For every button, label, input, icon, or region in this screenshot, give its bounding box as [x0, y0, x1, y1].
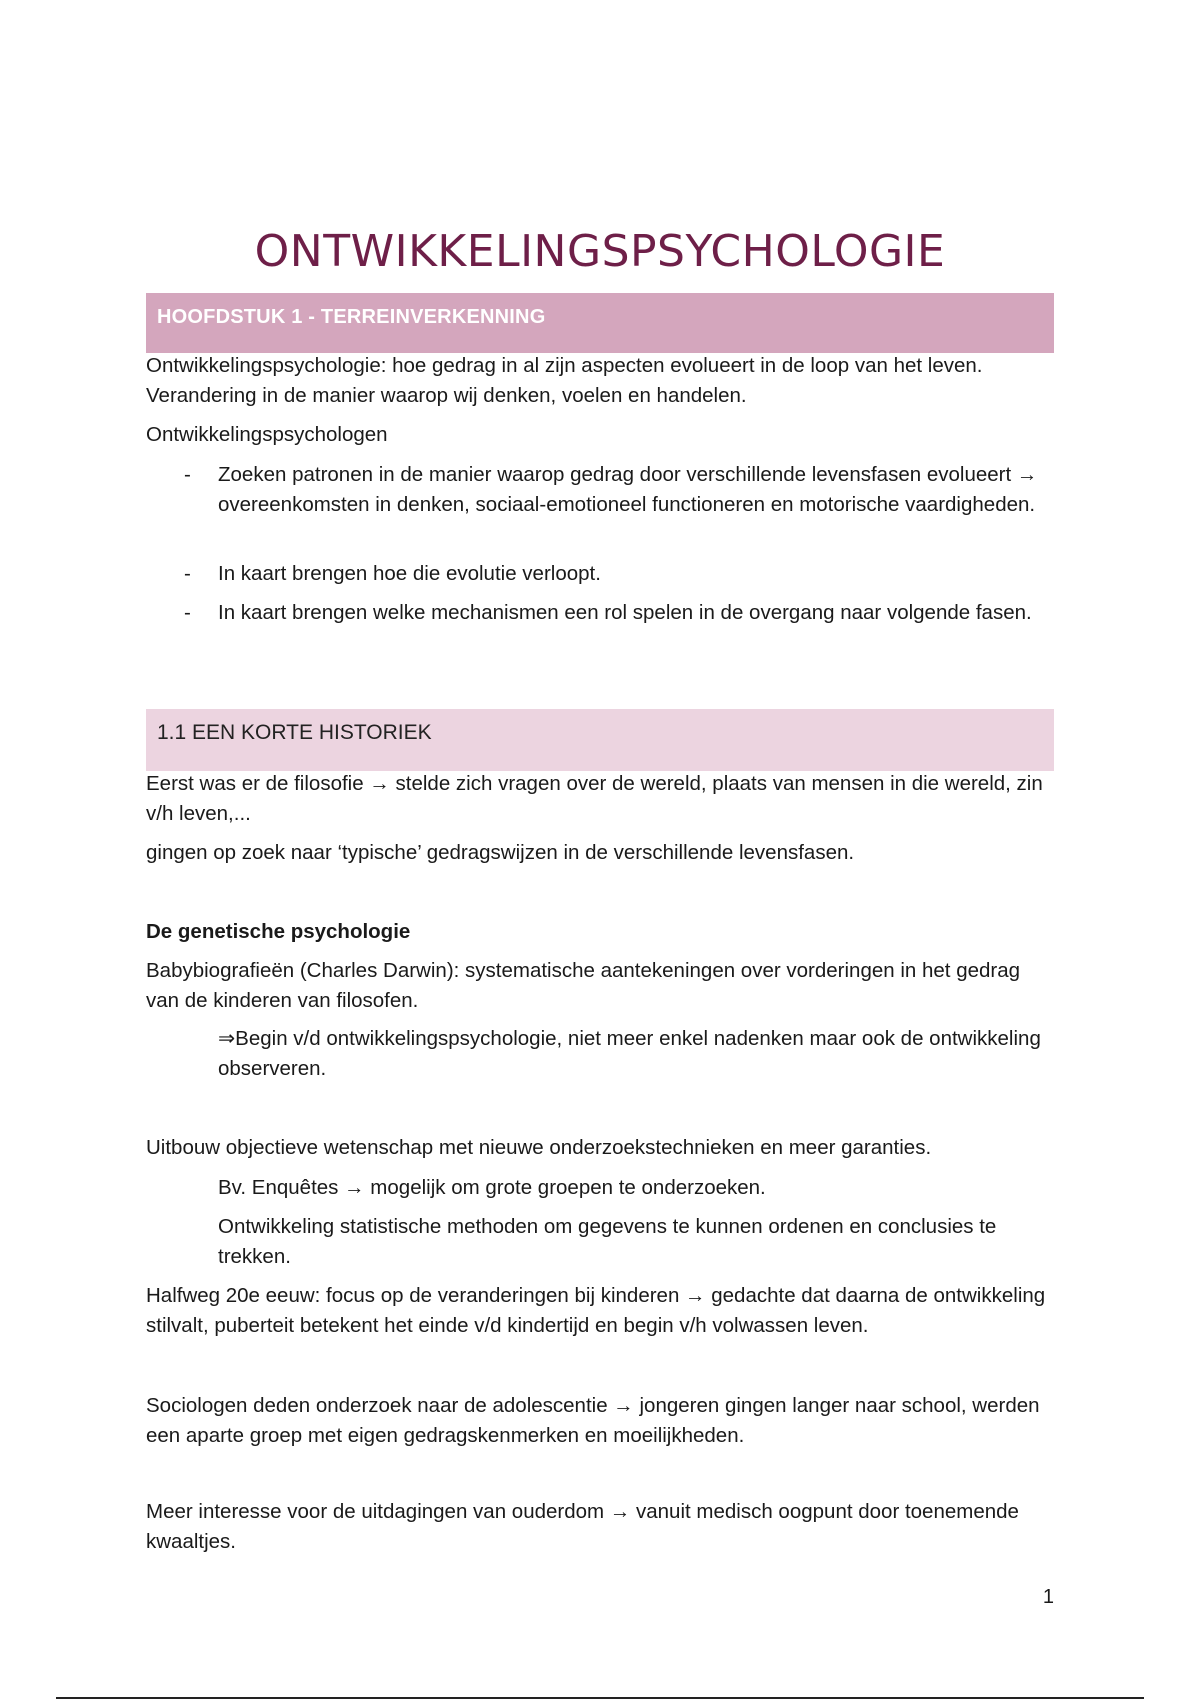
history-paragraph-1: Eerst was er de filosofie → stelde zich vragen over de wereld, plaats van mensen in die wereld, zin v/h leven,...: [146, 772, 1043, 825]
bullet-text: In kaart brengen welke mechanismen een rol spelen in de overgang naar volgende fasen.: [218, 601, 1032, 624]
genetic-paragraph-1: Babybiografieën (Charles Darwin): systematische aantekeningen over vorderingen in het gedrag van de kinderen van filosofen.: [146, 959, 1021, 1012]
bullet-dash: -: [184, 562, 191, 585]
genetic-paragraph-2: ⇒Begin v/d ontwikkelingspsychologie, niet meer enkel nadenken maar ook de ontwikkeling observeren.: [218, 1027, 1041, 1080]
list-item: [184, 598, 1054, 628]
science-paragraph-4: Halfweg 20e eeuw: focus op de veranderingen bij kinderen → gedachte dat daarna de ontwikkeling stilvalt, puberteit betekent het einde v/d kindertijd en begin v/h volwassen leven.: [146, 1284, 1046, 1337]
footer-divider: [56, 1697, 1144, 1699]
science-paragraph-1: Uitbouw objectieve wetenschap met nieuwe onderzoekstechnieken en meer garanties.: [146, 1136, 932, 1159]
list-item: [184, 559, 1054, 589]
genetic-psychology-heading: De genetische psychologie: [146, 920, 411, 943]
science-paragraph-3: Ontwikkeling statistische methoden om gegevens te kunnen ordenen en conclusies te trekken.: [218, 1215, 997, 1268]
science-paragraph-2: Bv. Enquêtes → mogelijk om grote groepen te onderzoeken.: [218, 1176, 766, 1199]
page-number: 1: [1042, 1586, 1054, 1608]
psychologen-label: Ontwikkelingspsychologen: [146, 423, 388, 446]
history-paragraph-2: gingen op zoek naar ‘typische’ gedragswijzen in de verschillende levensfasen.: [146, 841, 855, 864]
bullet-text: In kaart brengen hoe die evolutie verloopt.: [218, 562, 601, 585]
list-item: [184, 460, 1054, 519]
intro-line-2: Verandering in de manier waarop wij denken, voelen en handelen.: [146, 384, 747, 407]
document-title: ONTWIKKELINGSPSYCHOLOGIE: [254, 226, 946, 277]
sociology-paragraph: Sociologen deden onderzoek naar de adolescentie → jongeren gingen langer naar school, werden een aparte groep met eigen gedragskenmerken en moeilijkheden.: [146, 1394, 1040, 1447]
aging-paragraph: Meer interesse voor de uitdagingen van ouderdom → vanuit medisch oogpunt door toenemende kwaaltjes.: [146, 1500, 1019, 1553]
chapter-heading: HOOFDSTUK 1 - TERREINVERKENNING: [146, 293, 1054, 353]
bullet-text: Zoeken patronen in de manier waarop gedrag door verschillende levensfasen evolueert → overeenkomsten in denken, sociaal-emotioneel functioneren en motorische vaardigheden.: [218, 463, 1038, 516]
bullet-dash: -: [184, 463, 191, 486]
intro-line-1: Ontwikkelingspsychologie: hoe gedrag in al zijn aspecten evolueert in de loop van het leven.: [146, 354, 983, 377]
bullet-dash: -: [184, 601, 191, 624]
section-heading: 1.1 EEN KORTE HISTORIEK: [146, 709, 1054, 771]
